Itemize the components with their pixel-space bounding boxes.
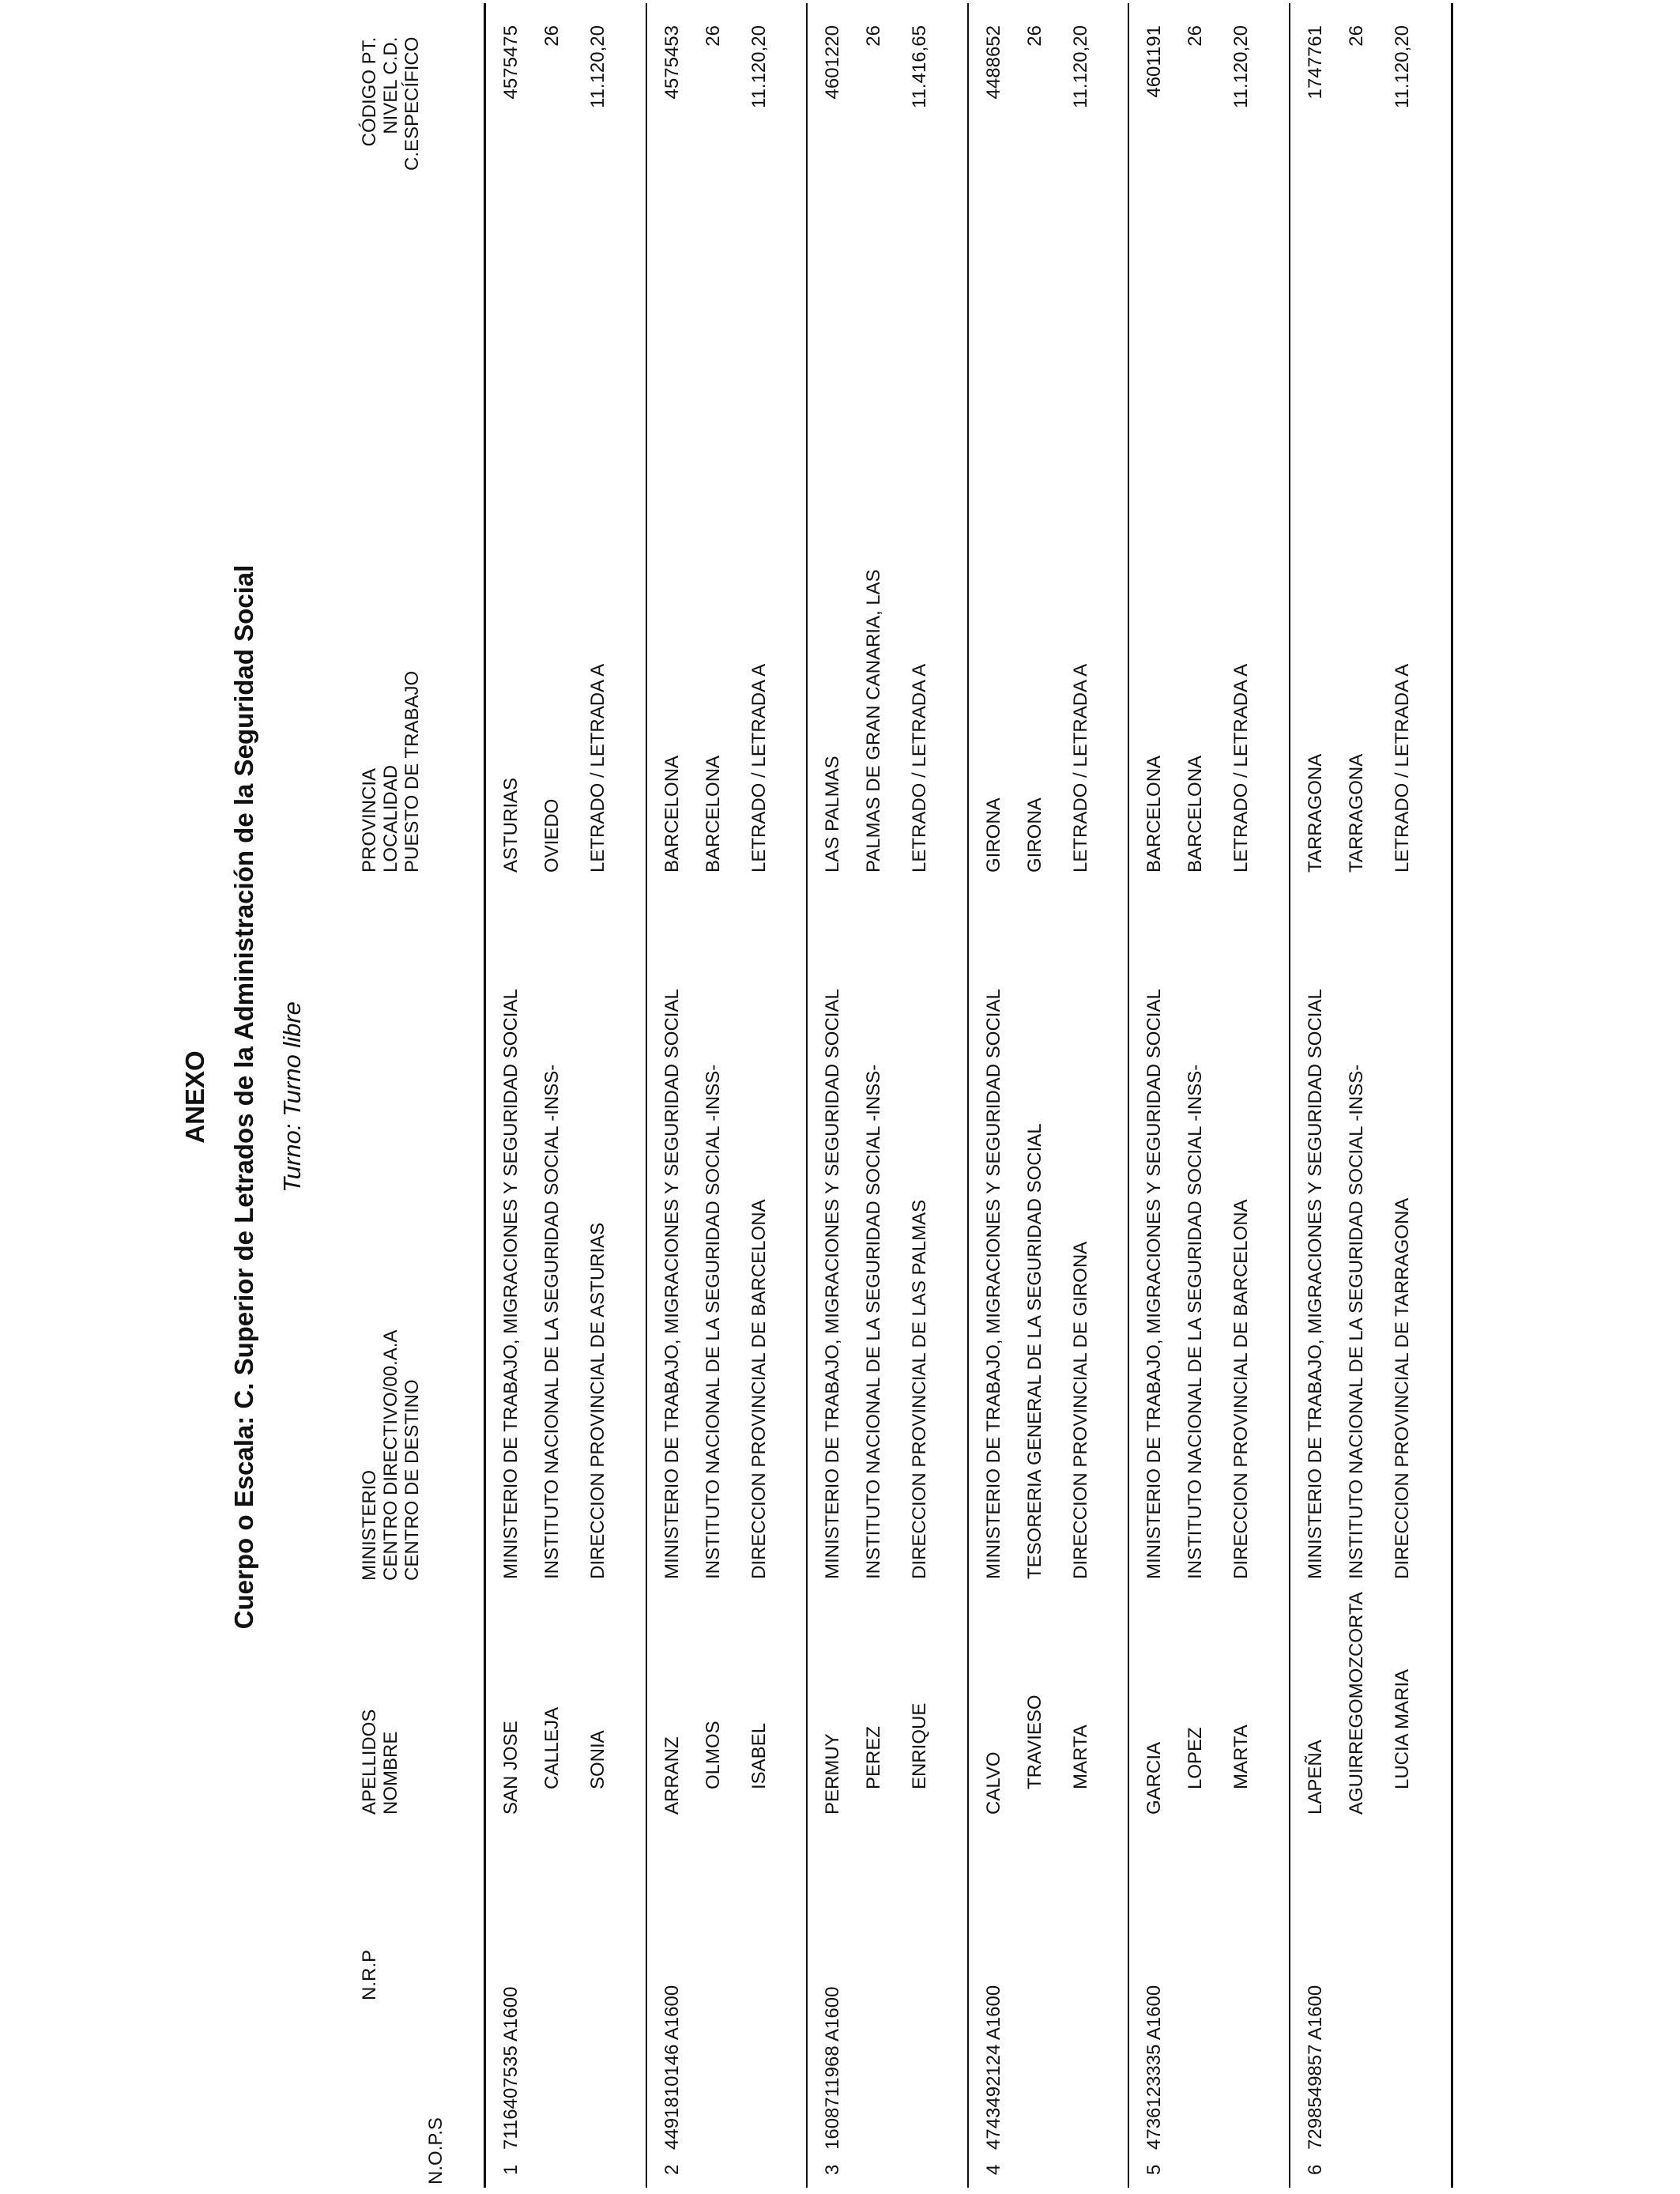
puesto: LETRADO / LETRADA A [909,663,930,873]
puesto: LETRADO / LETRADA A [587,663,608,873]
table-row [1129,3,1290,2188]
col-header-nrp: N.R.P [359,1949,380,2000]
centro-destino: DIRECCION PROVINCIAL DE BARCELONA [1230,1199,1252,1579]
apellido1: GARCIA [1143,1741,1165,1815]
puesto: LETRADO / LETRADA A [1069,663,1091,873]
cuerpo-heading: Cuerpo o Escala: C. Superior de Letrados de la Administración de la Seguridad Social [229,564,258,1630]
localidad: BARCELONA [1185,755,1206,873]
provincia: ASTURIAS [500,777,522,873]
ministerio: MINISTERIO DE TRABAJO, MIGRACIONES Y SEGURIDAD SOCIAL [982,989,1004,1579]
provincia: LAS PALMAS [822,756,843,873]
nombre: ENRIQUE [909,1702,930,1789]
codigo-pt: 4601191 [1143,25,1165,98]
turno-heading: Turno: Turno libre [278,1001,306,1193]
table-row [808,3,969,2188]
codigo-pt: 4575475 [500,25,522,100]
ministerio: MINISTERIO DE TRABAJO, MIGRACIONES Y SEGURIDAD SOCIAL [1143,989,1165,1579]
centro-directivo: INSTITUTO NACIONAL DE LA SEGURIDAD SOCIAL -INSS- [1345,1064,1367,1579]
apellido2: OLMOS [702,1721,724,1789]
nombre: LUCIA MARIA [1391,1668,1413,1789]
apellido2: CALLEJA [541,1706,563,1789]
c-especifico: 11.120,20 [1230,25,1252,108]
row-number: 4 [982,2164,1004,2175]
codigo-pt: 4575453 [661,25,683,100]
apellido2: TRAVIESO [1023,1695,1045,1789]
centro-directivo: INSTITUTO NACIONAL DE LA SEGURIDAD SOCIAL -INSS- [1185,1064,1206,1579]
centro-destino: DIRECCION PROVINCIAL DE ASTURIAS [587,1222,608,1579]
nombre: SONIA [587,1730,608,1789]
col-header-ministerio: MINISTERIO CENTRO DIRECTIVO/00.A.A CENTRO DE DESTINO [359,1329,423,1581]
ministerio: MINISTERIO DE TRABAJO, MIGRACIONES Y SEGURIDAD SOCIAL [500,989,522,1579]
centro-destino: DIRECCION PROVINCIAL DE LAS PALMAS [909,1199,930,1579]
c-especifico: 11.120,20 [587,25,608,108]
row-number: 6 [1304,2164,1326,2175]
c-especifico: 11.120,20 [748,25,770,108]
ministerio: MINISTERIO DE TRABAJO, MIGRACIONES Y SEGURIDAD SOCIAL [661,989,683,1579]
centro-destino: DIRECCION PROVINCIAL DE BARCELONA [748,1199,770,1579]
row-number: 5 [1143,2164,1165,2175]
centro-destino: DIRECCION PROVINCIAL DE GIRONA [1069,1241,1091,1579]
nivel-cd: 26 [702,25,724,47]
apellido1: PERMUY [822,1733,843,1815]
puesto: LETRADO / LETRADA A [1391,663,1413,873]
row-number: 1 [500,2164,522,2175]
centro-directivo: INSTITUTO NACIONAL DE LA SEGURIDAD SOCIAL -INSS- [541,1064,563,1579]
codigo-pt: 4601220 [822,25,843,100]
table-row [1290,3,1452,2188]
nombre: MARTA [1230,1725,1252,1789]
nrp-value: 4743492124 A1600 [982,1985,1004,2150]
apellido2: PEREZ [863,1725,884,1789]
adjudicaciones-table [484,3,1453,2188]
nrp-value: 4736123335 A1600 [1143,1985,1165,2150]
provincia: BARCELONA [1143,755,1165,873]
c-especifico: 11.120,20 [1069,25,1091,108]
nrp-value: 4491810146 A1600 [661,1985,683,2150]
puesto: LETRADO / LETRADA A [1230,663,1252,873]
apellido2: AGUIRREGOMOZCORTA [1345,1592,1367,1815]
apellido1: LAPEÑA [1304,1740,1326,1815]
nivel-cd: 26 [1023,25,1045,47]
puesto: LETRADO / LETRADA A [748,663,770,873]
provincia: TARRAGONA [1304,753,1326,873]
apellido1: SAN JOSE [500,1721,522,1815]
ministerio: MINISTERIO DE TRABAJO, MIGRACIONES Y SEGURIDAD SOCIAL [1304,989,1326,1579]
centro-directivo: TESORERIA GENERAL DE LA SEGURIDAD SOCIAL [1023,1123,1045,1579]
nrp-value: 1608711968 A1600 [822,1986,843,2150]
provincia: GIRONA [982,797,1004,873]
codigo-pt: 1747761 [1304,25,1326,100]
nivel-cd: 26 [1185,25,1206,47]
col-header-nops: N.O.P.S [425,2117,446,2185]
col-header-provincia: PROVINCIA LOCALIDAD PUESTO DE TRABAJO [359,670,423,873]
localidad: OVIEDO [541,798,563,873]
nivel-cd: 26 [541,25,563,47]
col-header-apellidos: APELLIDOS NOMBRE [359,1709,401,1815]
nombre: MARTA [1069,1725,1091,1789]
localidad: GIRONA [1023,797,1045,873]
nivel-cd: 26 [863,25,884,47]
centro-destino: DIRECCION PROVINCIAL DE TARRAGONA [1391,1197,1413,1579]
row-number: 2 [661,2164,683,2175]
row-number: 3 [822,2164,843,2175]
ministerio: MINISTERIO DE TRABAJO, MIGRACIONES Y SEGURIDAD SOCIAL [822,989,843,1579]
table-row [486,3,647,2188]
centro-directivo: INSTITUTO NACIONAL DE LA SEGURIDAD SOCIAL -INSS- [863,1064,884,1579]
localidad: PALMAS DE GRAN CANARIA, LAS [863,569,884,873]
codigo-pt: 4488652 [982,25,1004,100]
nrp-value: 7298549857 A1600 [1304,1985,1326,2150]
apellido1: CALVO [982,1751,1004,1815]
apellido1: ARRANZ [661,1736,683,1815]
table-row [969,3,1130,2188]
localidad: TARRAGONA [1345,753,1367,873]
c-especifico: 11.416,65 [909,25,930,108]
centro-directivo: INSTITUTO NACIONAL DE LA SEGURIDAD SOCIAL -INSS- [702,1064,724,1579]
c-especifico: 11.120,20 [1391,25,1413,108]
col-header-codigo: CÓDIGO PT. NIVEL C.D. C.ESPECÍFICO [359,36,423,171]
apellido2: LOPEZ [1185,1727,1206,1789]
nrp-value: 7116407535 A1600 [500,1986,522,2150]
table-row [647,3,808,2188]
nivel-cd: 26 [1345,25,1367,47]
anexo-heading: ANEXO [180,1050,209,1144]
localidad: BARCELONA [702,755,724,873]
provincia: BARCELONA [661,755,683,873]
nombre: ISABEL [748,1722,770,1789]
